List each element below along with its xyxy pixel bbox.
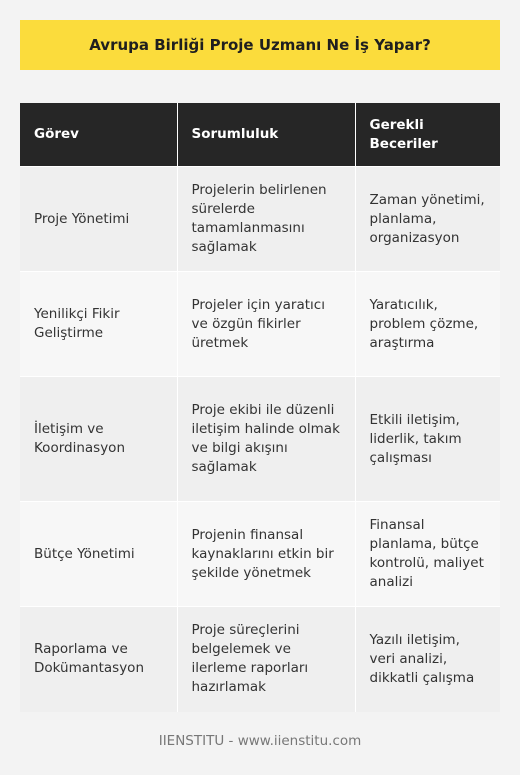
roles-table	[20, 103, 500, 712]
cell-gorev: Yenilikçi Fikir Geliştirme	[20, 272, 177, 377]
page-title: Avrupa Birliği Proje Uzmanı Ne İş Yapar?	[89, 36, 431, 54]
footer-credit: IIENSTITU - www.iienstitu.com	[158, 733, 362, 749]
title-banner	[20, 20, 500, 70]
cell-sorumluluk: Projelerin belirlenen sürelerde tamamlanmasını sağlamak	[177, 167, 355, 272]
header-sorumluluk: Sorumluluk	[177, 103, 355, 167]
cell-sorumluluk: Projenin finansal kaynaklarını etkin bir şekilde yönetmek	[177, 502, 355, 607]
cell-sorumluluk: Projeler için yaratıcı ve özgün fikirler üretmek	[177, 272, 355, 377]
cell-beceriler: Yaratıcılık, problem çözme, araştırma	[355, 272, 500, 377]
table-row	[20, 502, 500, 607]
cell-beceriler: Yazılı iletişim, veri analizi, dikkatli çalışma	[355, 607, 500, 712]
table-row	[20, 607, 500, 712]
header-gorev: Görev	[20, 103, 177, 167]
cell-gorev: Bütçe Yönetimi	[20, 502, 177, 607]
table-row	[20, 167, 500, 272]
header-beceriler: Gerekli Beceriler	[355, 103, 500, 167]
cell-sorumluluk: Proje ekibi ile düzenli iletişim halinde olmak ve bilgi akışını sağlamak	[177, 377, 355, 502]
cell-gorev: Raporlama ve Dokümantasyon	[20, 607, 177, 712]
cell-beceriler: Finansal planlama, bütçe kontrolü, maliyet analizi	[355, 502, 500, 607]
table-row	[20, 272, 500, 377]
cell-gorev: Proje Yönetimi	[20, 167, 177, 272]
table-row	[20, 377, 500, 502]
table-header-row	[20, 103, 500, 167]
cell-gorev: İletişim ve Koordinasyon	[20, 377, 177, 502]
cell-sorumluluk: Proje süreçlerini belgelemek ve ilerleme raporları hazırlamak	[177, 607, 355, 712]
cell-beceriler: Etkili iletişim, liderlik, takım çalışması	[355, 377, 500, 502]
cell-beceriler: Zaman yönetimi, planlama, organizasyon	[355, 167, 500, 272]
roles-table-container	[20, 103, 500, 712]
